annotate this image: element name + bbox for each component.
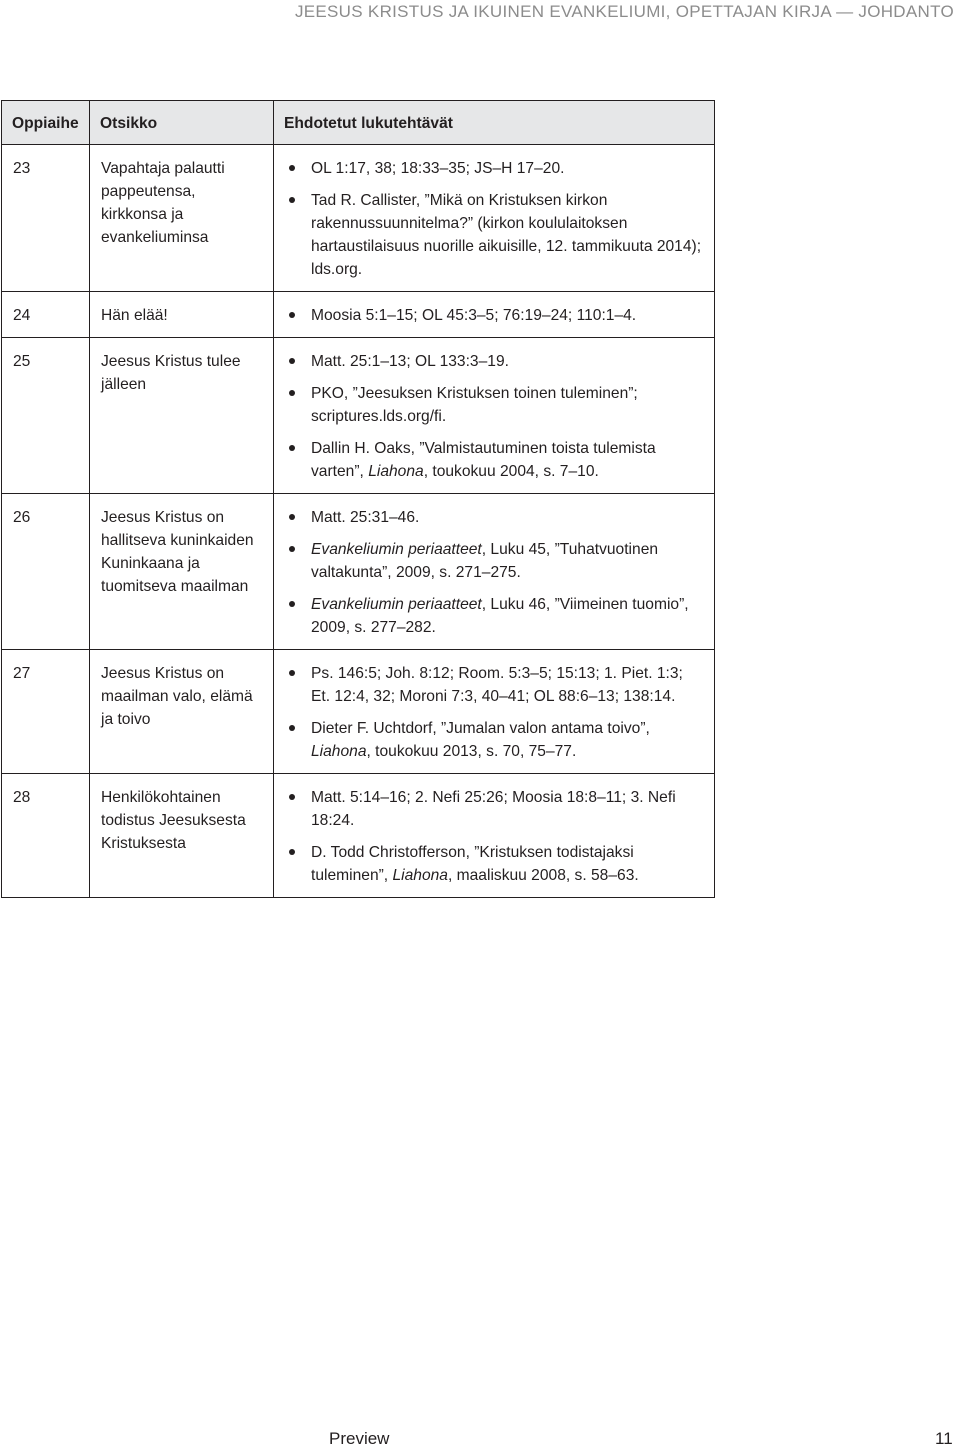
list-item: D. Todd Christofferson, ”Kristuksen todistajaksi tuleminen”, Liahona, maaliskuu 2008, s. 58–63. bbox=[285, 841, 704, 887]
reading-list-cell bbox=[274, 774, 715, 898]
lesson-number: 27 bbox=[2, 650, 90, 774]
table-row bbox=[2, 338, 715, 494]
reading-list-cell bbox=[274, 292, 715, 338]
list-item: Moosia 5:1–15; OL 45:3–5; 76:19–24; 110:1–4. bbox=[285, 304, 704, 327]
lesson-number: 28 bbox=[2, 774, 90, 898]
reading-list bbox=[285, 157, 704, 281]
list-item: Tad R. Callister, ”Mikä on Kristuksen kirkon rakennussuunnitelma?” (kirkon koululaitoksen hartaustilaisuus nuorille aikuisille, 12. tammikuuta 2014); lds.org. bbox=[285, 189, 704, 281]
list-item: Evankeliumin periaatteet, Luku 46, ”Viimeinen tuomio”, 2009, s. 277–282. bbox=[285, 593, 704, 639]
list-item: PKO, ”Jeesuksen Kristuksen toinen tuleminen”; scriptures.lds.org/fi. bbox=[285, 382, 704, 428]
table-row bbox=[2, 774, 715, 898]
list-item: OL 1:17, 38; 18:33–35; JS–H 17–20. bbox=[285, 157, 704, 180]
reading-list-cell bbox=[274, 145, 715, 292]
lesson-title: Jeesus Kristus on maailman valo, elämä ja toivo bbox=[90, 650, 274, 774]
lesson-number: 25 bbox=[2, 338, 90, 494]
reading-list-cell bbox=[274, 494, 715, 650]
lesson-number: 26 bbox=[2, 494, 90, 650]
table-row bbox=[2, 494, 715, 650]
list-item: Matt. 25:1–13; OL 133:3–19. bbox=[285, 350, 704, 373]
list-item: Matt. 5:14–16; 2. Nefi 25:26; Moosia 18:8–11; 3. Nefi 18:24. bbox=[285, 786, 704, 832]
page-number: 11 bbox=[935, 1429, 953, 1448]
list-item: Matt. 25:31–46. bbox=[285, 506, 704, 529]
running-head: JEESUS KRISTUS JA IKUINEN EVANKELIUMI, OPETTAJAN KIRJA — JOHDANTO bbox=[294, 2, 954, 21]
lesson-title: Jeesus Kristus on hallitseva kuninkaiden Kuninkaana ja tuomitseva maailman bbox=[90, 494, 274, 650]
lesson-title: Henkilökohtainen todistus Jeesuksesta Kristuksesta bbox=[90, 774, 274, 898]
list-item: Dallin H. Oaks, ”Valmistautuminen toista tulemista varten”, Liahona, toukokuu 2004, s. 7–10. bbox=[285, 437, 704, 483]
lesson-number: 24 bbox=[2, 292, 90, 338]
reading-list bbox=[285, 304, 704, 327]
table-row bbox=[2, 145, 715, 292]
reading-list-cell bbox=[274, 338, 715, 494]
lesson-title: Vapahtaja palautti pappeutensa, kirkkonsa ja evankeliuminsa bbox=[90, 145, 274, 292]
reading-list bbox=[285, 350, 704, 483]
table-row bbox=[2, 292, 715, 338]
list-item: Dieter F. Uchtdorf, ”Jumalan valon antama toivo”, Liahona, toukokuu 2013, s. 70, 75–77. bbox=[285, 717, 704, 763]
list-item: Evankeliumin periaatteet, Luku 45, ”Tuhatvuotinen valtakunta”, 2009, s. 271–275. bbox=[285, 538, 704, 584]
reading-list bbox=[285, 786, 704, 887]
lesson-title: Hän elää! bbox=[90, 292, 274, 338]
list-item: Ps. 146:5; Joh. 8:12; Room. 5:3–5; 15:13; 1. Piet. 1:3; Et. 12:4, 32; Moroni 7:3, 40–41; OL 88:6–13; 138:14. bbox=[285, 662, 704, 708]
footer-preview-label: Preview bbox=[329, 1429, 390, 1448]
lesson-number: 23 bbox=[2, 145, 90, 292]
reading-list-cell bbox=[274, 650, 715, 774]
table-header-row bbox=[2, 101, 715, 145]
reading-list bbox=[285, 506, 704, 639]
reading-list bbox=[285, 662, 704, 763]
header-lesson-number: Oppiaihe bbox=[2, 101, 90, 145]
lesson-title: Jeesus Kristus tulee jälleen bbox=[90, 338, 274, 494]
header-reading: Ehdotetut lukutehtävät bbox=[274, 101, 715, 145]
lesson-table bbox=[1, 100, 715, 898]
table-row bbox=[2, 650, 715, 774]
header-title: Otsikko bbox=[90, 101, 274, 145]
